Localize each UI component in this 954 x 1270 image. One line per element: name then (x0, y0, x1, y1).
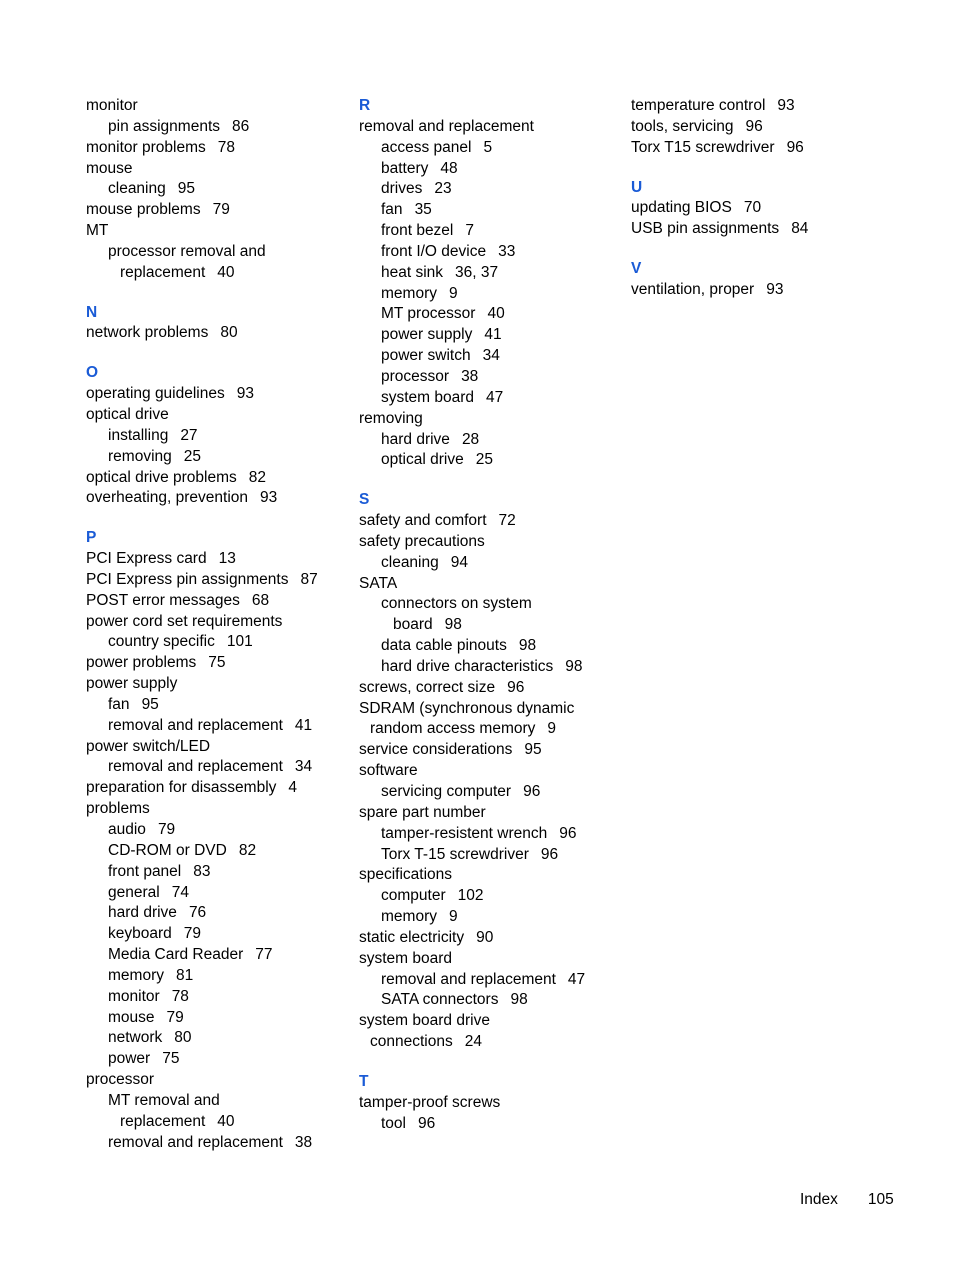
index-subentry (359, 138, 619, 159)
index-entry (86, 323, 346, 344)
index-page-ref[interactable]: 77 (255, 946, 273, 964)
index-page-ref[interactable]: 93 (766, 280, 784, 298)
index-term: hard drive (381, 430, 450, 448)
page-footer (800, 1191, 894, 1209)
index-page-ref[interactable]: 9 (448, 284, 458, 302)
index-column-2 (359, 96, 619, 1135)
index-entry (359, 699, 619, 720)
index-term: drives (381, 180, 423, 198)
index-term: access panel (381, 138, 472, 156)
index-subentry (86, 1008, 346, 1029)
index-term: memory (108, 966, 164, 984)
index-term: system board (381, 388, 475, 406)
index-term: system board drive (359, 1012, 490, 1030)
index-page-ref[interactable]: 9 (448, 908, 458, 926)
index-page-ref[interactable]: 78 (171, 987, 189, 1005)
index-entry (86, 384, 346, 405)
index-term: monitor (86, 97, 138, 114)
index-page-ref[interactable]: 27 (180, 426, 198, 444)
index-term: spare part number (359, 803, 486, 821)
index-subentry (86, 695, 346, 716)
index-term: processor (86, 1071, 155, 1089)
index-entry (359, 865, 619, 886)
index-term: temperature control (631, 97, 766, 114)
index-term: fan (108, 695, 130, 713)
index-page-ref[interactable]: 4 (288, 779, 298, 797)
index-term: hard drive characteristics (381, 657, 554, 675)
index-term: random access memory (370, 720, 536, 738)
index-entry (86, 405, 346, 426)
index-entry (86, 549, 346, 570)
index-entry (631, 219, 891, 240)
index-letter-heading: T (359, 1072, 369, 1090)
index-letter-heading: O (86, 364, 99, 382)
index-page-ref[interactable]: 96 (523, 783, 541, 800)
index-page-ref[interactable]: 82 (238, 841, 257, 859)
index-subentry (86, 1028, 346, 1049)
index-subentry (359, 615, 619, 636)
index-subentry (359, 990, 619, 1011)
index-page-ref[interactable]: 96 (786, 138, 804, 156)
index-subentry (86, 820, 346, 841)
index-term: connections (370, 1033, 453, 1051)
index-letter-heading: P (86, 529, 97, 547)
index-term: removal and replacement (359, 117, 534, 135)
index-entry (86, 138, 346, 159)
index-page-ref[interactable]: 34 (482, 347, 500, 365)
index-page-ref[interactable]: 34 (294, 758, 313, 776)
index-term: removal and replacement (108, 758, 283, 776)
index-page-ref[interactable]: 98 (565, 657, 583, 675)
index-term: ventilation, proper (631, 280, 755, 298)
index-subentry (359, 907, 619, 928)
index-term: cleaning (381, 553, 439, 571)
index-term: power switch/LED (86, 737, 211, 755)
index-term: servicing computer (381, 783, 512, 800)
index-term: overheating, prevention (86, 489, 249, 507)
index-page-ref[interactable]: 23 (434, 180, 452, 198)
index-entry (359, 1093, 619, 1114)
index-subentry (359, 636, 619, 657)
index-page-ref[interactable]: 86 (232, 117, 250, 135)
index-page-ref[interactable]: 5 (483, 138, 493, 156)
index-subentry (359, 388, 619, 409)
index-subentry (359, 159, 619, 180)
index-term: monitor problems (86, 138, 206, 156)
index-subentry (86, 1133, 346, 1154)
index-page-ref[interactable]: 79 (183, 925, 202, 943)
index-page-ref[interactable]: 25 (475, 451, 493, 469)
index-term: USB pin assignments (631, 220, 780, 238)
index-page-ref[interactable]: 9 (547, 720, 557, 738)
index-term: optical drive problems (86, 468, 237, 486)
index-entry (359, 928, 619, 949)
index-subentry (359, 367, 619, 388)
index-entry (359, 511, 619, 532)
index-term: hard drive (108, 904, 177, 922)
index-letter-heading: V (631, 260, 642, 278)
index-subentry (86, 447, 346, 468)
index-entry (359, 574, 619, 595)
index-entry (86, 221, 346, 242)
index-subentry (86, 966, 346, 987)
index-page-ref[interactable]: 48 (440, 159, 458, 177)
index-entry (359, 409, 619, 430)
index-subentry (86, 841, 346, 862)
index-page-ref[interactable]: 38 (294, 1133, 313, 1151)
index-entry (359, 532, 619, 553)
index-term: Torx T15 screwdriver (631, 138, 775, 156)
index-entry (86, 737, 346, 758)
index-subentry (359, 284, 619, 305)
index-term: CD-ROM or DVD (108, 841, 227, 859)
index-term: removal and replacement (108, 716, 283, 734)
index-term: specifications (359, 866, 453, 884)
index-subentry (359, 1114, 619, 1135)
index-term: tamper-resistent wrench (381, 824, 548, 842)
index-term: power problems (86, 654, 197, 672)
index-page-ref[interactable]: 96 (559, 824, 577, 842)
index-term: problems (86, 800, 150, 818)
index-subentry (86, 242, 346, 263)
index-entry (631, 117, 891, 138)
index-subentry (86, 117, 346, 138)
index-page-ref[interactable]: 80 (174, 1029, 192, 1047)
index-page-ref[interactable]: 75 (208, 654, 226, 672)
index-entry (86, 612, 346, 633)
index-term: audio (108, 821, 146, 838)
index-subentry (359, 263, 619, 284)
index-page-ref[interactable]: 36, 37 (455, 263, 499, 281)
index-term: country specific (108, 633, 215, 651)
index-subentry (86, 263, 346, 284)
index-page-ref[interactable]: 33 (498, 242, 516, 260)
index-page-ref[interactable]: 87 (300, 570, 318, 588)
index-term: system board (359, 949, 453, 967)
index-entry (359, 678, 619, 699)
index-term: safety precautions (359, 532, 485, 550)
index-page-ref[interactable]: 90 (476, 928, 494, 946)
index-page-ref[interactable]: 47 (567, 970, 586, 988)
index-term: preparation for disassembly (86, 779, 277, 797)
index-subentry (86, 716, 346, 737)
index-term: front bezel (381, 222, 454, 240)
index-page-ref[interactable]: 24 (464, 1033, 482, 1051)
index-page-ref[interactable]: 96 (540, 845, 559, 863)
index-subentry (359, 1032, 619, 1053)
index-entry (86, 799, 346, 820)
index-term: SATA connectors (381, 991, 499, 1009)
index-entry (359, 761, 619, 782)
index-page-ref[interactable]: 25 (183, 447, 201, 465)
index-entry (86, 468, 346, 489)
index-term: installing (108, 426, 169, 444)
index-term: front I/O device (381, 242, 487, 260)
index-page-ref[interactable]: 93 (236, 385, 254, 403)
index-subentry (359, 346, 619, 367)
index-term: optical drive (381, 451, 464, 469)
index-page-ref[interactable]: 40 (217, 1112, 235, 1130)
index-page-ref[interactable]: 82 (248, 468, 267, 486)
index-page-ref[interactable]: 74 (171, 883, 189, 901)
index-subentry (359, 782, 619, 803)
index-subentry (359, 970, 619, 991)
index-entry (86, 159, 346, 180)
index-term: mouse (86, 159, 133, 177)
index-term: updating BIOS (631, 199, 732, 217)
index-page-ref[interactable]: 40 (217, 263, 235, 281)
index-term: optical drive (86, 405, 169, 423)
index-page-ref[interactable]: 7 (465, 222, 475, 240)
index-term: mouse problems (86, 201, 201, 219)
index-term: removal and replacement (381, 970, 556, 988)
index-subentry (359, 553, 619, 574)
index-page-ref[interactable]: 35 (414, 201, 432, 219)
index-entry (359, 949, 619, 970)
index-term: heat sink (381, 263, 444, 281)
index-term: network (108, 1029, 163, 1047)
index-page-ref[interactable]: 68 (251, 591, 270, 609)
index-term: MT (86, 222, 109, 240)
index-term: replacement (120, 1112, 206, 1130)
index-subentry (86, 1049, 346, 1070)
index-page-ref[interactable]: 70 (743, 199, 762, 217)
index-page-ref[interactable]: 95 (524, 741, 542, 759)
index-page-ref[interactable]: 95 (141, 695, 159, 713)
index-page-ref[interactable]: 94 (450, 553, 468, 571)
index-page-ref[interactable]: 79 (166, 1008, 184, 1026)
index-term: tamper-proof screws (359, 1093, 501, 1111)
index-entry (86, 96, 346, 117)
index-term: processor removal and (108, 242, 266, 260)
index-entry (86, 1070, 346, 1091)
index-term: computer (381, 887, 446, 905)
index-term: power supply (381, 326, 473, 344)
index-subentry (359, 594, 619, 615)
index-entry (86, 653, 346, 674)
index-subentry (86, 426, 346, 447)
footer-page-number: 105 (867, 1191, 894, 1208)
index-term: screws, correct size (359, 678, 496, 696)
index-term: power cord set requirements (86, 612, 283, 630)
index-term: Media Card Reader (108, 946, 244, 964)
index-term: tool (381, 1114, 406, 1132)
index-page-ref[interactable]: 78 (217, 138, 235, 156)
index-entry (631, 198, 891, 219)
index-page-ref[interactable]: 96 (418, 1114, 436, 1132)
index-term: board (393, 616, 433, 634)
index-entry (631, 280, 891, 301)
index-page-ref[interactable]: 75 (162, 1050, 180, 1068)
index-page-ref[interactable]: 79 (157, 821, 176, 838)
index-entry (631, 138, 891, 159)
index-term: mouse (108, 1008, 155, 1026)
index-term: tools, servicing (631, 117, 734, 135)
index-page-ref[interactable]: 93 (777, 97, 795, 114)
index-term: service considerations (359, 741, 513, 759)
index-page-ref[interactable]: 40 (487, 305, 505, 323)
index-subentry (359, 179, 619, 200)
index-term: connectors on system (381, 595, 532, 613)
index-term: monitor (108, 987, 160, 1005)
index-page-ref[interactable]: 101 (226, 633, 253, 651)
index-term: MT processor (381, 305, 476, 323)
index-term: keyboard (108, 925, 172, 943)
index-term: software (359, 762, 418, 780)
index-term: general (108, 883, 160, 901)
index-term: processor (381, 367, 450, 385)
index-page-ref[interactable]: 72 (498, 512, 516, 530)
index-term: MT removal and (108, 1091, 220, 1109)
index-page-ref[interactable]: 38 (461, 367, 479, 385)
index-term: power (108, 1050, 151, 1068)
index-subentry (86, 924, 346, 945)
index-subentry (359, 304, 619, 325)
index-term: SATA (359, 574, 398, 592)
index-page-ref[interactable]: 41 (484, 326, 502, 344)
index-entry (359, 117, 619, 138)
index-page-ref[interactable]: 95 (177, 180, 195, 198)
index-term: data cable pinouts (381, 637, 507, 655)
index-subentry (86, 945, 346, 966)
index-term: replacement (120, 263, 206, 281)
index-subentry (86, 862, 346, 883)
index-term: removal and replacement (108, 1133, 283, 1151)
index-term: removing (359, 409, 423, 427)
index-term: pin assignments (108, 117, 221, 135)
index-page-ref[interactable]: 76 (188, 904, 207, 922)
index-page-ref[interactable]: 96 (745, 117, 763, 135)
index-term: static electricity (359, 928, 465, 946)
index-subentry (86, 757, 346, 778)
index-entry (86, 570, 346, 591)
index-page-ref[interactable]: 80 (220, 324, 238, 342)
index-subentry (86, 883, 346, 904)
index-subentry (359, 242, 619, 263)
index-subentry (359, 200, 619, 221)
index-subentry (86, 632, 346, 653)
index-entry (86, 200, 346, 221)
index-term: PCI Express card (86, 550, 207, 568)
index-term: removing (108, 447, 172, 465)
index-term: SDRAM (synchronous dynamic (359, 699, 575, 717)
index-column-3 (631, 96, 891, 301)
index-letter-heading: N (86, 303, 98, 321)
footer-label: Index (800, 1191, 838, 1208)
index-term: POST error messages (86, 591, 240, 609)
index-term: operating guidelines (86, 385, 225, 403)
index-letter-heading: S (359, 491, 370, 509)
index-entry (86, 488, 346, 509)
index-term: memory (381, 908, 437, 926)
index-subentry (359, 719, 619, 740)
index-subentry (359, 221, 619, 242)
index-term: network problems (86, 324, 209, 342)
index-page-ref[interactable]: 96 (507, 678, 525, 696)
index-column-1 (86, 96, 346, 1154)
index-page-ref[interactable]: 84 (791, 220, 809, 238)
index-page-ref[interactable]: 13 (218, 550, 236, 568)
index-term: safety and comfort (359, 512, 487, 530)
index-subentry (86, 1112, 346, 1133)
index-entry (86, 591, 346, 612)
index-letter-heading: R (359, 97, 371, 114)
index-page-ref[interactable]: 98 (510, 991, 528, 1009)
index-entry (359, 740, 619, 761)
index-subentry (86, 1091, 346, 1112)
index-term: memory (381, 284, 437, 302)
index-term: battery (381, 159, 429, 177)
index-page-ref[interactable]: 79 (212, 201, 230, 219)
index-subentry (359, 657, 619, 678)
index-entry (86, 674, 346, 695)
index-page-ref[interactable]: 93 (260, 489, 278, 507)
index-term: front panel (108, 862, 182, 880)
index-term: power supply (86, 675, 178, 693)
index-subentry (86, 903, 346, 924)
index-entry (631, 96, 891, 117)
index-subentry (359, 845, 619, 866)
index-letter-heading: U (631, 178, 643, 196)
index-page-ref[interactable]: 83 (193, 862, 211, 880)
index-page-ref[interactable]: 102 (457, 887, 484, 905)
index-term: fan (381, 201, 403, 219)
index-page-ref[interactable]: 28 (461, 430, 480, 448)
index-entry (359, 803, 619, 824)
index-entry (86, 778, 346, 799)
index-subentry (359, 325, 619, 346)
index-term: PCI Express pin assignments (86, 570, 289, 588)
index-page-ref[interactable]: 81 (175, 966, 194, 984)
index-page-ref[interactable]: 98 (444, 616, 462, 634)
index-term: power switch (381, 347, 471, 365)
index-term: cleaning (108, 180, 166, 198)
index-subentry (359, 824, 619, 845)
index-subentry (86, 179, 346, 200)
index-subentry (359, 886, 619, 907)
index-subentry (359, 430, 619, 451)
index-page-ref[interactable]: 98 (518, 637, 537, 655)
index-page-ref[interactable]: 41 (294, 716, 313, 734)
index-subentry (359, 450, 619, 471)
index-term: Torx T-15 screwdriver (381, 845, 529, 863)
index-entry (359, 1011, 619, 1032)
index-subentry (86, 987, 346, 1008)
index-page-ref[interactable]: 47 (486, 388, 504, 406)
